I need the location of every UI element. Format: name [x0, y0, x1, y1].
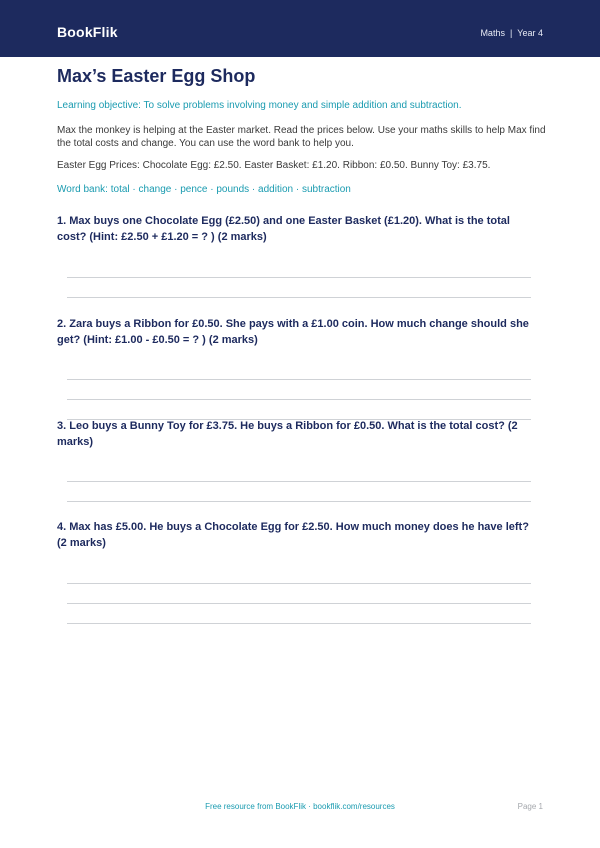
learning-objective: Learning objective: To solve problems involving money and simple addition and subtraction. — [57, 100, 462, 111]
page-title: Max’s Easter Egg Shop — [57, 66, 256, 86]
answer-line[interactable] — [67, 583, 531, 584]
question-3: 3. Leo buys a Bunny Toy for £3.75. He buys a Ribbon for £0.50. What is the total cost? (2 marks) — [57, 420, 518, 448]
header-bar — [0, 0, 600, 57]
answer-line[interactable] — [67, 501, 531, 502]
answer-line[interactable] — [67, 399, 531, 400]
subject-info — [480, 28, 543, 38]
word-bank: Word bank: total · change · pence · pounds · addition · subtraction — [57, 184, 351, 195]
price-list: Easter Egg Prices: Chocolate Egg: £2.50. Easter Basket: £1.20. Ribbon: £0.50. Bunny Toy: £3.75. — [57, 160, 491, 171]
answer-line[interactable] — [67, 623, 531, 624]
subject-separator: | — [509, 28, 513, 38]
question-2: 2. Zara buys a Ribbon for £0.50. She pays with a £1.00 coin. How much change should she get? (Hint: £1.00 - £0.50 = ? ) (2 marks) — [57, 318, 529, 346]
subject-label: Maths — [480, 28, 505, 38]
answer-line[interactable] — [67, 481, 531, 482]
answer-line[interactable] — [67, 379, 531, 380]
year-label: Year 4 — [517, 28, 543, 38]
brand-logo-text[interactable]: BookFlik — [57, 24, 118, 40]
answer-line[interactable] — [67, 297, 531, 298]
intro-text: Max the monkey is helping at the Easter market. Read the prices below. Use your maths skills to help Max find the total costs and change. You can use the word bank to help you. — [57, 125, 546, 149]
question-1: 1. Max buys one Chocolate Egg (£2.50) and one Easter Basket (£1.20). What is the total cost? (Hint: £2.50 + £1.20 = ? ) (2 marks) — [57, 215, 510, 243]
question-4: 4. Max has £5.00. He buys a Chocolate Egg for £2.50. How much money does he have left? (2 marks) — [57, 521, 529, 549]
answer-line[interactable] — [67, 603, 531, 604]
answer-line[interactable] — [67, 277, 531, 278]
footer-credit[interactable]: Free resource from BookFlik · bookflik.com/resources — [205, 802, 395, 811]
page-number: Page 1 — [517, 802, 543, 811]
